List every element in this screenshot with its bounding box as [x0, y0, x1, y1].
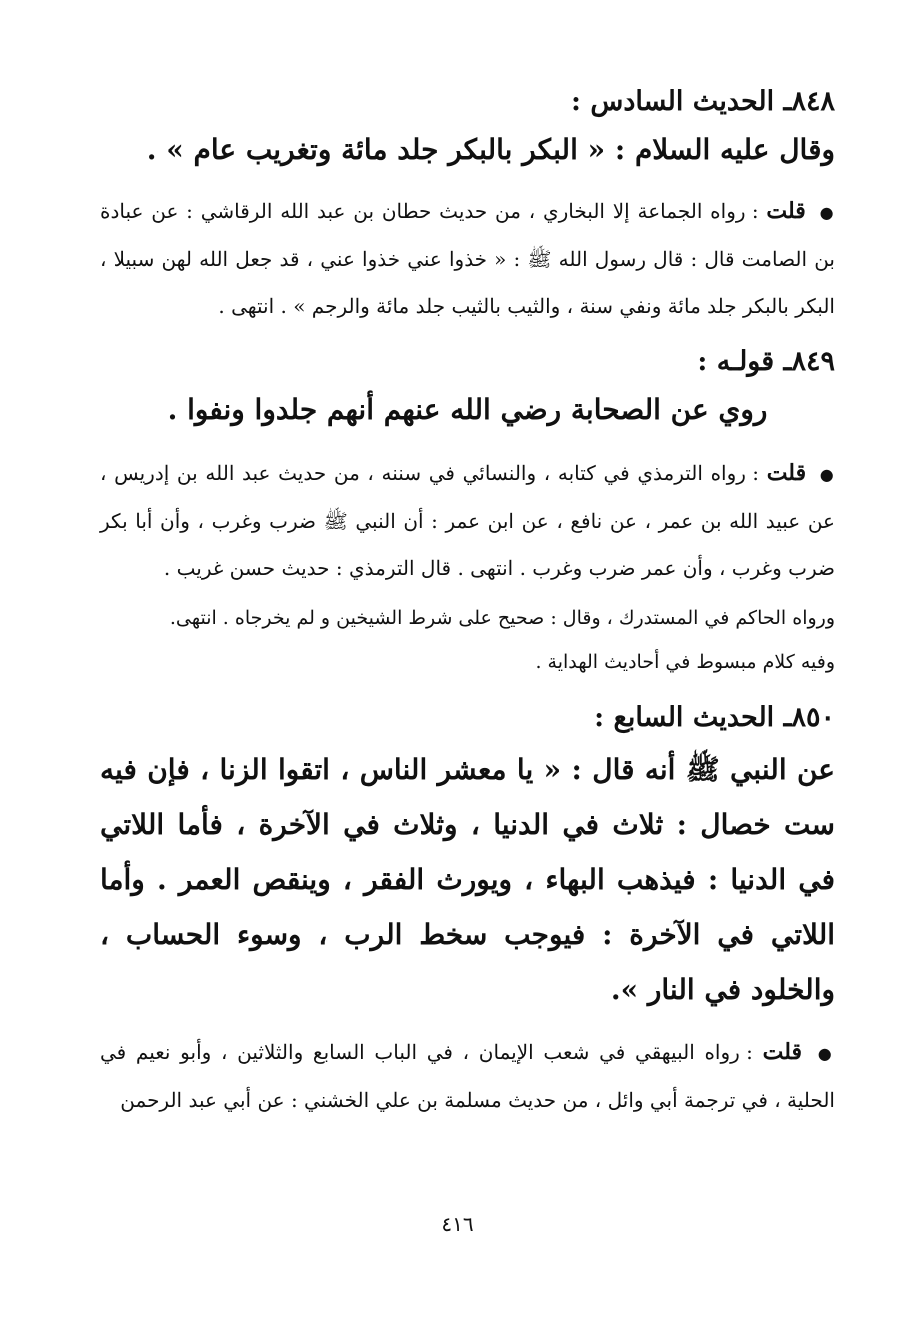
- commentary-850-text: : رواه البيهقي في شعب الإيمان ، في الباب السابع والثلاثين ، وأبو نعيم في الحلية ، في ترجمة أبي وائل ، من حديث مسلمة بن علي الخشني : عن أبي عبد الرحمن: [100, 1040, 835, 1112]
- commentary-849-remark: وفيه كلام مبسوط في أحاديث الهداية .: [535, 651, 835, 673]
- page-number: ٤١٦: [441, 1212, 474, 1236]
- commentary-850-lead: قلت: [762, 1039, 802, 1065]
- bullet-icon: ●: [819, 203, 836, 222]
- commentary-849: [100, 450, 835, 592]
- commentary-848-text: : رواه الجماعة إلا البخاري ، من حديث حطان بن عبد الله الرقاشي : عن عبادة بن الصامت قال : قال رسول الله ﷺ : « خذوا عني خذوا عني ، قد جعل الله لهن سبيلا ، البكر بالبكر جلد مائة ونفي سنة ، والثيب بالثيب جلد مائة والرجم » . انتهى .: [100, 199, 835, 318]
- commentary-848-lead: قلت: [766, 198, 806, 224]
- hadith-849-text: روي عن الصحابة رضي الله عنهم أنهم جلدوا ونفوا .: [167, 393, 768, 426]
- commentary-848: [100, 188, 835, 330]
- hadith-850-text: عن النبي ﷺ أنه قال : « يا معشر الناس ، اتقوا الزنا ، فإن فيه ست خصال : ثلاث في الدنيا ، وثلاث في الآخرة ، فأما اللاتي في الدنيا : فيذهب البهاء ، ويورث الفقر ، وينقص العمر . وأما اللاتي في الآخرة : فيوجب سخط الرب ، وسوء الحساب ، والخلود في النار ».: [100, 753, 836, 1006]
- hadith-849-heading: ٨٤٩ـ قولـه :: [697, 346, 835, 377]
- hadith-848-heading: ٨٤٨ـ الحديث السادس :: [571, 86, 835, 117]
- page-body: [100, 78, 835, 1128]
- commentary-850: [100, 1029, 835, 1124]
- section-849: [100, 338, 835, 684]
- bullet-icon: ●: [819, 465, 836, 484]
- commentary-849-lead: قلت: [766, 460, 807, 486]
- hadith-850-heading: ٨٥٠ـ الحديث السابع :: [594, 702, 835, 733]
- section-848: [100, 78, 835, 330]
- section-850: [100, 694, 835, 1124]
- bullet-icon: ●: [817, 1044, 835, 1063]
- hadith-848-text: وقال عليه السلام : « البكر بالبكر جلد مائة وتغريب عام » .: [146, 133, 835, 166]
- commentary-849-hakim: ورواه الحاكم في المستدرك ، وقال : صحيح على شرط الشيخين و لم يخرجاه . انتهى.: [169, 607, 835, 629]
- commentary-849-text: : رواه الترمذي في كتابه ، والنسائي في سننه ، من حديث عبد الله بن إدريس ، عن عبيد الله بن عمر ، عن نافع ، عن ابن عمر : أن النبي ﷺ ضرب وغرب ، وأن أبا بكر ضرب وغرب ، وأن عمر ضرب وغرب . انتهى . قال الترمذي : حديث حسن غريب .: [100, 461, 835, 580]
